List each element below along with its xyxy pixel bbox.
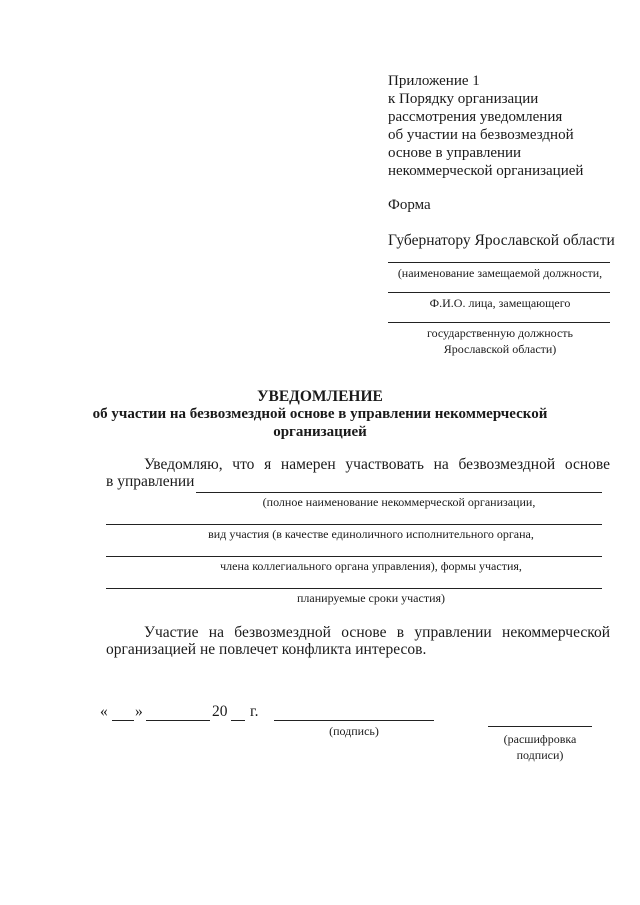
signature-blank-line[interactable]: [274, 720, 434, 721]
position-blank-line[interactable]: [388, 262, 610, 263]
signature-decode-blank-line[interactable]: [488, 726, 592, 727]
form-label: Форма: [388, 197, 431, 213]
year-blank-line[interactable]: [231, 720, 245, 721]
notification-text-line-1: Уведомляю, что я намерен участвовать на безвозмездной основе: [144, 456, 610, 473]
participation-dates-hint: планируемые сроки участия): [296, 591, 446, 605]
office-hint: государственную должность: [426, 326, 574, 340]
region-hint: Ярославской области): [443, 342, 557, 356]
name-blank-line[interactable]: [388, 292, 610, 293]
participation-type-blank-line[interactable]: [106, 524, 602, 525]
position-hint: (наименование замещаемой должности,: [397, 266, 603, 280]
participation-form-blank-line[interactable]: [106, 556, 602, 557]
year-suffix: г.: [250, 703, 259, 720]
participation-type-hint: вид участия (в качестве единоличного исполнительного органа,: [208, 527, 534, 541]
date-open-quote: «: [100, 703, 108, 720]
signature-hint: (подпись): [329, 724, 379, 738]
name-hint: Ф.И.О. лица, замещающего: [429, 296, 571, 310]
date-close-quote: »: [135, 703, 143, 720]
appendix-line: Приложение 1: [388, 73, 480, 89]
appendix-line: к Порядку организации: [388, 91, 539, 107]
appendix-line: рассмотрения уведомления: [388, 109, 563, 125]
participation-dates-blank-line[interactable]: [106, 588, 602, 589]
document-title: УВЕДОМЛЕНИЕ: [257, 388, 383, 405]
addressee: Губернатору Ярославской области: [388, 232, 615, 249]
organization-blank-line[interactable]: [196, 492, 602, 493]
organization-hint: (полное наименование некоммерческой организации,: [262, 495, 536, 509]
conflict-text-line-2: организацией не повлечет конфликта интересов.: [106, 641, 427, 658]
signature-decode-hint-2: подписи): [516, 748, 564, 762]
conflict-text-line-1: Участие на безвозмездной основе в управлении некоммерческой: [144, 624, 610, 641]
month-blank-line[interactable]: [146, 720, 210, 721]
signature-decode-hint-1: (расшифровка: [503, 732, 577, 746]
document-subtitle-1: об участии на безвозмездной основе в управлении некоммерческой: [92, 406, 548, 422]
appendix-line: некоммерческой организацией: [388, 163, 584, 179]
day-blank-line[interactable]: [112, 720, 134, 721]
participation-form-hint: члена коллегиального органа управления), формы участия,: [220, 559, 522, 573]
appendix-line: об участии на безвозмездной: [388, 127, 574, 143]
appendix-line: основе в управлении: [388, 145, 522, 161]
year-prefix: 20: [212, 703, 228, 720]
document-subtitle-2: организацией: [273, 424, 367, 440]
office-blank-line[interactable]: [388, 322, 610, 323]
notification-text-line-2: в управлении: [106, 473, 195, 490]
